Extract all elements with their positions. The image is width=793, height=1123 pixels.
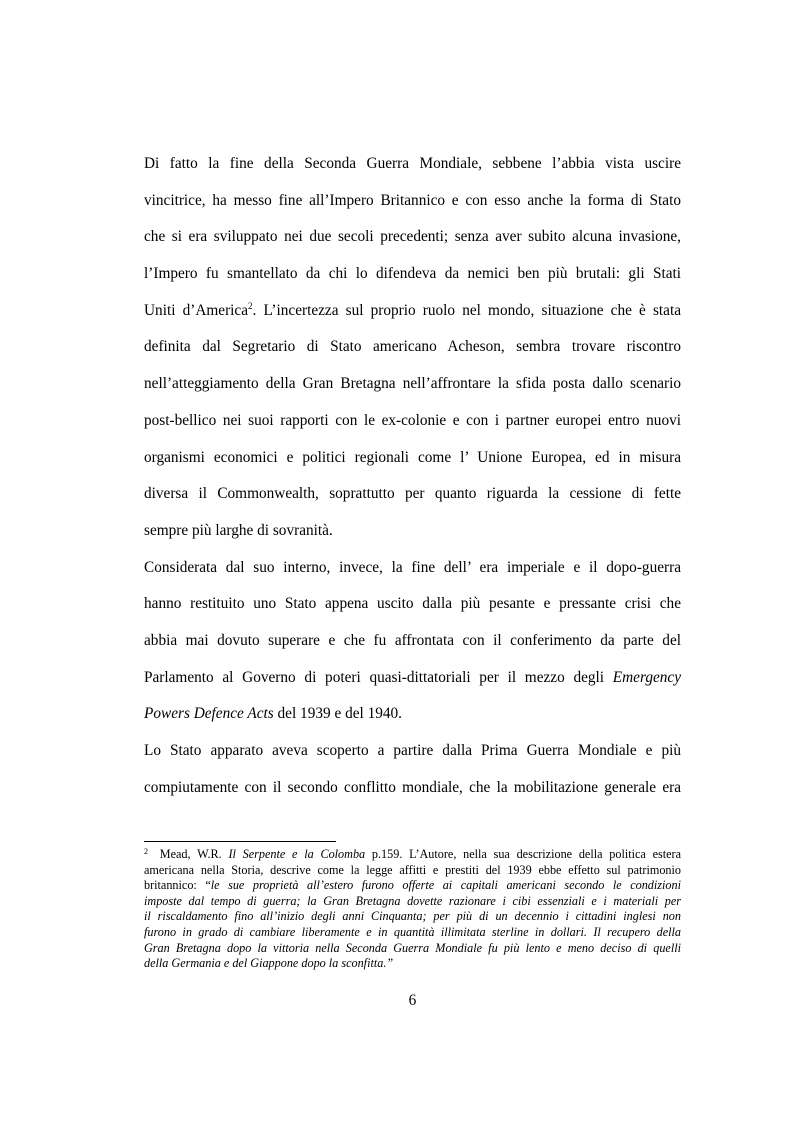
footnote-line bbox=[144, 847, 681, 863]
body-line: hanno restituito uno Stato appena uscito dalla più pesante e pressante crisi che bbox=[144, 595, 681, 613]
body-line-text: del 1939 e del 1940. bbox=[273, 705, 403, 723]
body-line: organismi economici e politici regionali come l’ Unione Europea, ed in misura bbox=[144, 448, 681, 466]
body-line bbox=[144, 696, 681, 733]
body-line: post-bellico nei suoi rapporti con le ex-colonie e con i partner europei entro nuovi bbox=[144, 411, 681, 429]
page-number: 6 bbox=[408, 992, 417, 1009]
footnote-quote: imposte dal tempo di guerra; la Gran Bretagna dovette razionare i cibi essenziali e i materiali per bbox=[144, 893, 681, 908]
body-line: definita dal Segretario di Stato americano Acheson, sembra trovare riscontro bbox=[144, 338, 681, 356]
italic-title: Emergency bbox=[612, 668, 681, 686]
footnote-quote: le sue proprietà all’estero furono offerte ai capitali americani secondo le condizioni bbox=[210, 878, 681, 893]
footnote-line bbox=[144, 894, 681, 910]
footnote-line bbox=[144, 878, 681, 894]
body-line: che si era sviluppato nei due secoli precedenti; senza aver subito alcuna invasione, bbox=[144, 228, 681, 246]
footnote-line bbox=[144, 925, 681, 941]
footnote-line bbox=[144, 909, 681, 925]
body-line: Di fatto la fine della Seconda Guerra Mondiale, sebbene l’abbia vista uscire bbox=[144, 155, 681, 172]
footnote-quote: furono in grado di cambiare liberamente e in quantità illimitata sterline in dollari. Il recupero della bbox=[144, 924, 681, 939]
footnote-number: 2 bbox=[144, 847, 148, 856]
footnote-quote: della Germania e del Giappone dopo la sconfitta.” bbox=[144, 956, 394, 971]
footnote-reference[interactable]: 2 bbox=[248, 300, 253, 311]
body-line: compiutamente con il secondo conflitto mondiale, che la mobilitazione generale era bbox=[144, 778, 681, 796]
body-line: abbia mai dovuto superare e che fu affrontata con il conferimento da parte del bbox=[144, 631, 681, 649]
body-line-text: Uniti d’America bbox=[144, 301, 248, 319]
footnote-text: p.159. L’Autore, nella sua descrizione della politica estera bbox=[365, 847, 681, 861]
body-line: Considerata dal suo interno, invece, la fine dell’ era imperiale e il dopo-guerra bbox=[144, 558, 681, 576]
footnote-separator bbox=[144, 841, 336, 842]
body-line bbox=[144, 660, 681, 697]
italic-title: Powers Defence Acts bbox=[144, 705, 274, 723]
footnote-text: Mead, W.R. bbox=[153, 847, 229, 861]
footnote-line bbox=[144, 956, 681, 972]
footnote-line bbox=[144, 941, 681, 957]
footnote-italic-title: Il Serpente e la Colomba bbox=[228, 847, 366, 861]
footnote bbox=[144, 847, 681, 972]
body-text bbox=[144, 146, 681, 806]
body-line: l’Impero fu smantellato da chi lo difendeva da nemici ben più brutali: gli Stati bbox=[144, 265, 681, 283]
body-line-text: Parlamento al Governo di poteri quasi-dittatoriali per il mezzo degli bbox=[144, 668, 613, 686]
body-line-text: . L’incertezza sul proprio ruolo nel mondo, situazione che è stata bbox=[252, 301, 682, 319]
body-line: vincitrice, ha messo fine all’Impero Britannico e con esso anche la forma di Stato bbox=[144, 191, 681, 209]
body-line: sempre più larghe di sovranità. bbox=[144, 521, 333, 539]
body-line: diversa il Commonwealth, soprattutto per quanto riguarda la cessione di fette bbox=[144, 485, 681, 503]
footnote-text: britannico: “ bbox=[144, 878, 211, 893]
footnote-quote: il riscaldamento fino all’inizio degli anni Cinquanta; per più di un decennio i cittadini inglesi non bbox=[144, 909, 681, 924]
body-line: Lo Stato apparato aveva scoperto a partire dalla Prima Guerra Mondiale e più bbox=[144, 742, 681, 759]
footnote-line: americana nella Storia, descrive come la legge affitti e prestiti del 1939 ebbe effetto sul patrimonio bbox=[144, 862, 681, 877]
body-line bbox=[144, 293, 681, 330]
footnote-quote: Gran Bretagna dopo la vittoria nella Seconda Guerra Mondiale fu più lento e meno deciso di quelli bbox=[144, 940, 681, 955]
body-line: nell’atteggiamento della Gran Bretagna nell’affrontare la sfida posta dallo scenario bbox=[144, 375, 681, 393]
